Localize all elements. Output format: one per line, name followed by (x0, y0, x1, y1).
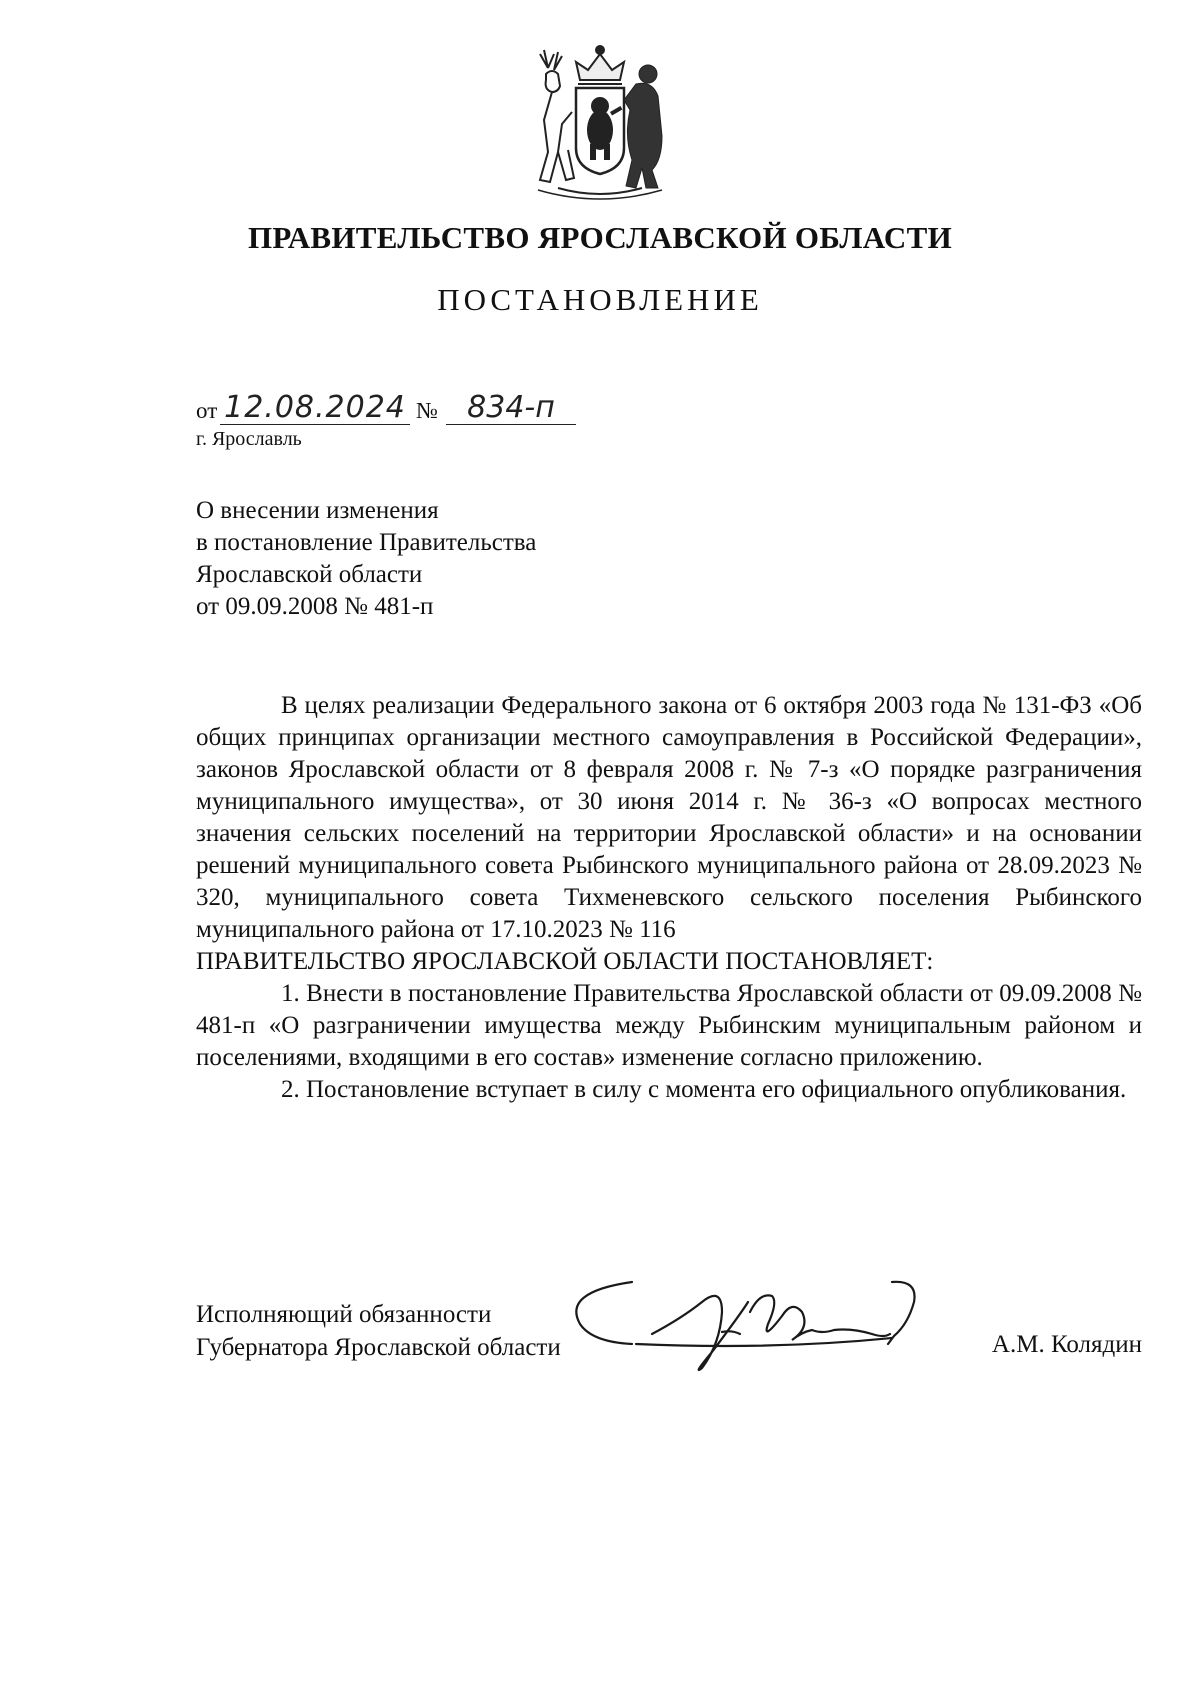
signer-position-line: Исполняющий обязанности (196, 1301, 492, 1328)
document-body (196, 690, 1142, 1106)
subject-line: О внесении изменения (196, 497, 439, 524)
organization-title: ПРАВИТЕЛЬСТВО ЯРОСЛАВСКОЙ ОБЛАСТИ (248, 220, 952, 255)
preamble-paragraph: В целях реализации Федерального закона от 6 октября 2003 года № 131-ФЗ «Об общих принципах организации местного самоуправления в Российской Федерации», законов Ярославской области от 8 февраля 2008 г. № 7-з «О порядке разграничения муниципального имущества», от 30 июня 2014 г. № 36-з «О вопросах местного значения сельских поселений на территории Ярославской области» и на основании решений муниципального совета Рыбинского муниципального района от 28.09.2023 № 320, муниципального совета Тихменевского сельского поселения Рыбинского муниципального района от 17.10.2023 № 116 (196, 692, 1142, 943)
coat-of-arms-icon (518, 40, 682, 200)
number-label: № (416, 398, 438, 423)
document-number: 834-п (446, 392, 576, 425)
signer-name: А.М. Колядин (991, 1331, 1142, 1358)
decree-item-2: 2. Постановление вступает в силу с момента его официального опубликования. (281, 1076, 1127, 1103)
subject-line: Ярославской области (196, 561, 423, 588)
issuing-city: г. Ярославль (196, 428, 302, 450)
decree-statement: ПРАВИТЕЛЬСТВО ЯРОСЛАВСКОЙ ОБЛАСТИ ПОСТАНОВЛЯЕТ: (196, 948, 934, 975)
handwritten-signature-icon (572, 1272, 972, 1382)
document-date: 12.08.2024 (220, 392, 410, 425)
registration-line (196, 392, 616, 432)
signer-position-line: Губернатора Ярославской области (196, 1334, 561, 1361)
date-from-label: от (196, 398, 218, 423)
decree-item-1: 1. Внести в постановление Правительства Ярославской области от 09.09.2008 № 481-п «О разграничении имущества между Рыбинским муниципальным районом и поселениями, входящими в его состав» изменение согласно приложению. (196, 980, 1142, 1071)
subject-line: в постановление Правительства (196, 529, 537, 556)
document-type: ПОСТАНОВЛЕНИЕ (437, 282, 763, 317)
subject-line: от 09.09.2008 № 481-п (196, 593, 434, 620)
document-subject (196, 495, 536, 623)
